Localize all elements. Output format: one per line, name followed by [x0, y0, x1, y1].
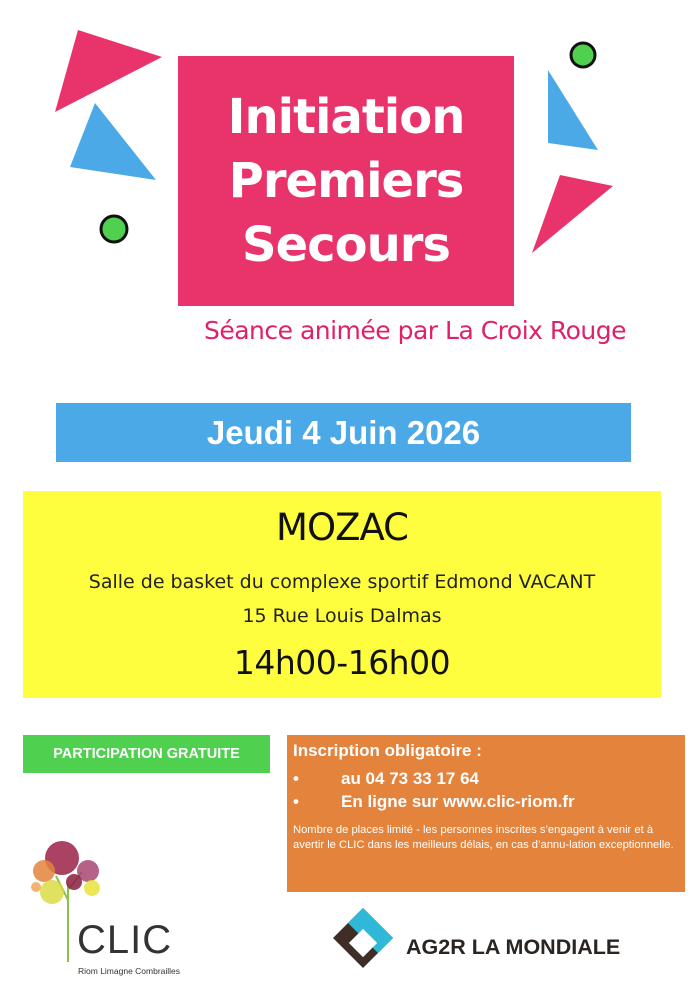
registration-note: Nombre de places limité - les personnes inscrites s’engagent à venir et à avertir le CLIC dans les meilleurs délais, en cas d’annu-lation exceptionnelle.	[293, 824, 674, 851]
pink-triangle-right	[532, 175, 613, 253]
green-dot-right	[571, 43, 595, 67]
title-line-2: Premiers	[228, 153, 464, 209]
registration-phone[interactable]: au 04 73 33 17 64	[341, 769, 480, 788]
title-box	[178, 56, 514, 306]
event-hours: 14h00-16h00	[233, 643, 451, 682]
title-line-1: Initiation	[227, 89, 465, 145]
registration-title: Inscription obligatoire :	[293, 741, 482, 760]
title-line-3: Secours	[242, 217, 450, 273]
blue-triangle-left	[70, 103, 156, 180]
city-name: MOZAC	[276, 506, 408, 549]
registration-box	[287, 735, 685, 892]
ag2r-name: AG2R LA MONDIALE	[406, 935, 621, 959]
ag2r-diamond-icon	[333, 905, 403, 985]
free-participation-badge: PARTICIPATION GRATUITE	[23, 735, 270, 773]
place-box	[23, 491, 661, 698]
blue-triangle-right	[548, 70, 598, 150]
clic-name: CLIC	[77, 918, 173, 962]
venue-address: 15 Rue Louis Dalmas	[242, 605, 442, 627]
subtitle: Séance animée par La Croix Rouge	[203, 316, 627, 345]
venue-name: Salle de basket du complexe sportif Edmond VACANT	[88, 571, 596, 593]
bullet-icon: •	[293, 769, 299, 788]
registration-website-link[interactable]: En ligne sur www.clic-riom.fr	[341, 792, 575, 811]
green-dot-left	[101, 216, 127, 242]
bullet-icon: •	[293, 792, 299, 811]
pink-triangle-left	[55, 30, 162, 112]
clic-logo	[22, 830, 212, 990]
clic-tagline: Riom Limagne Combrailles	[78, 966, 181, 976]
ag2r-logo	[333, 905, 673, 985]
date-band: Jeudi 4 Juin 2026	[56, 403, 631, 462]
